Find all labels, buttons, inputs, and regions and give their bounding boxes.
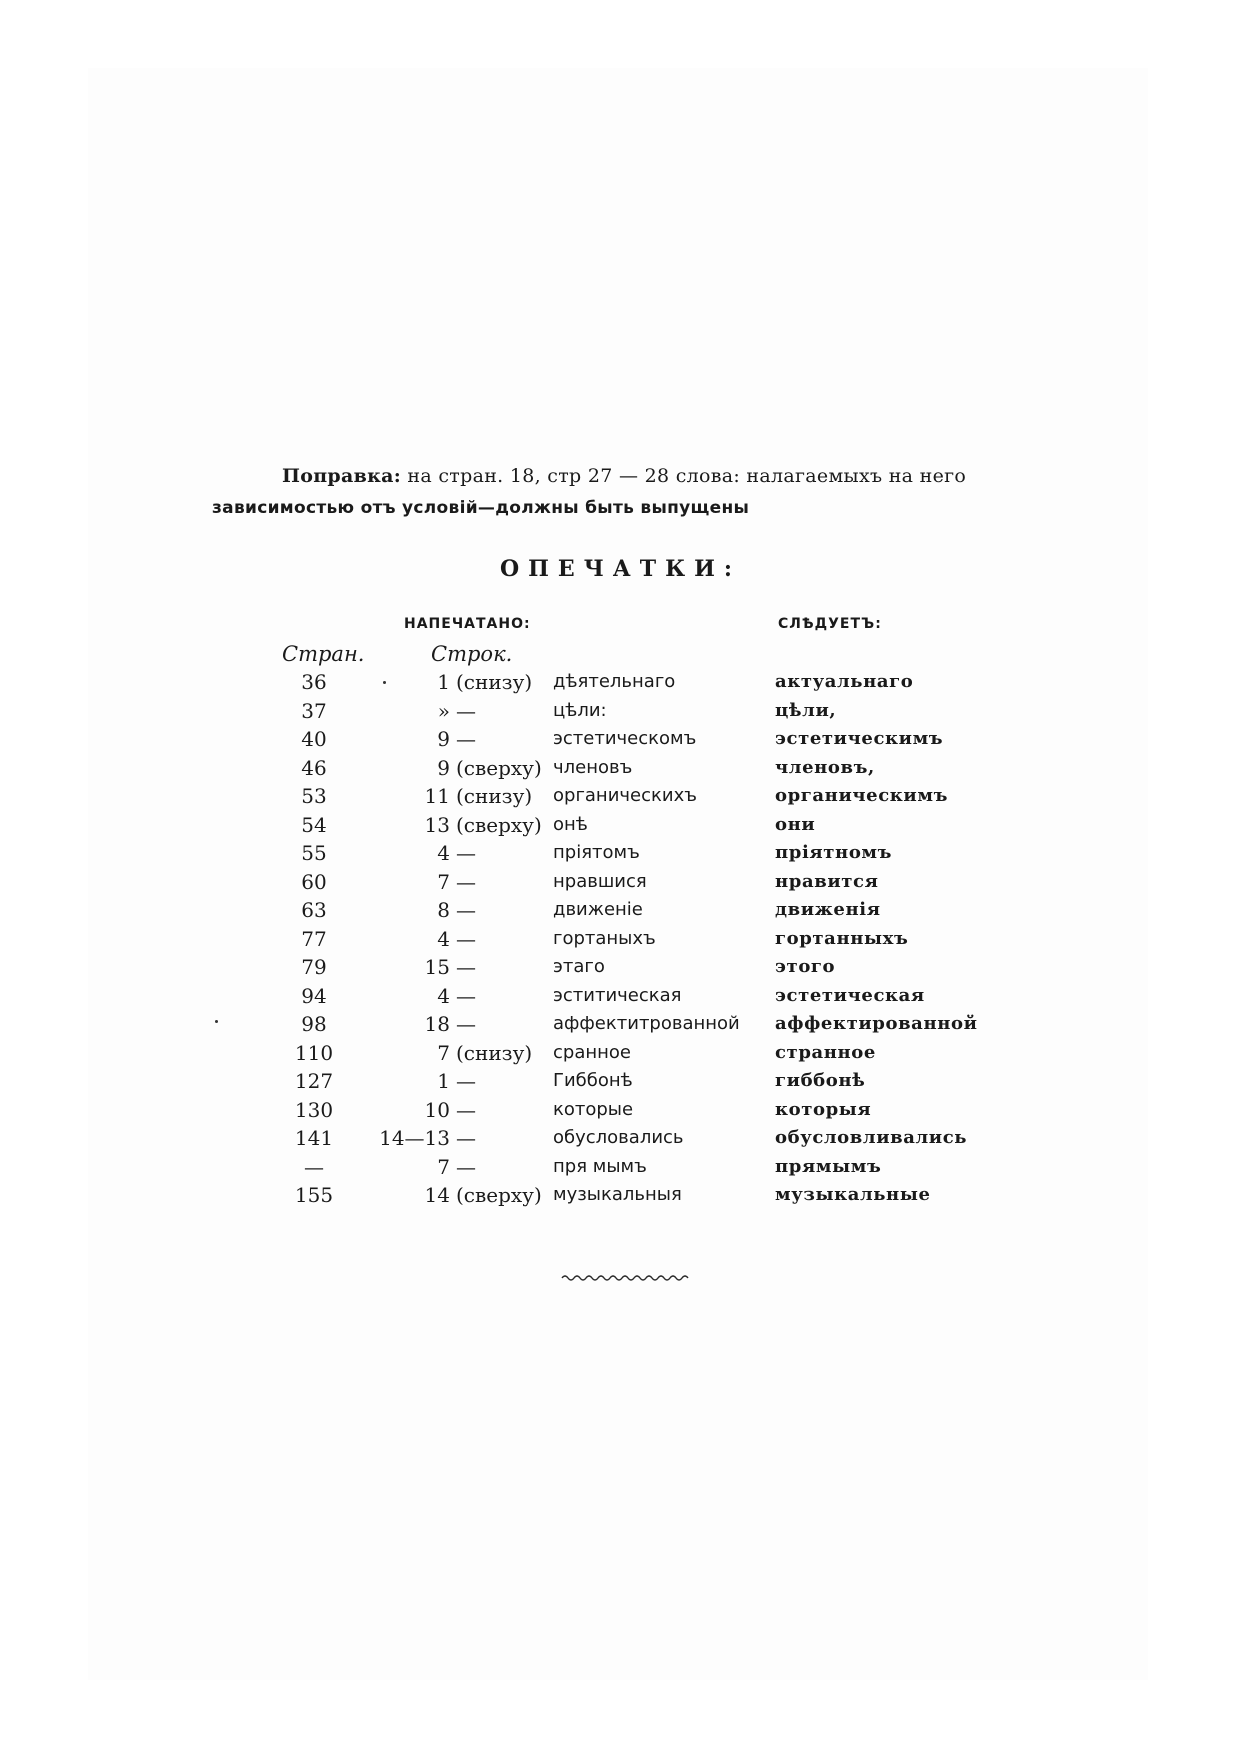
errata-page-number: 98 (301, 1012, 327, 1036)
errata-position-note: — (456, 983, 476, 1008)
errata-title: ОПЕЧАТКИ: (499, 556, 741, 582)
errata-page-number: 63 (301, 898, 327, 922)
errata-position-note: — (456, 1069, 476, 1093)
errata-row (0, 1181, 1241, 1210)
errata-correct-word: актуальнаго (775, 671, 914, 692)
errata-line-number: 9 (437, 755, 450, 780)
errata-row (0, 668, 1241, 697)
errata-line-number: 7 (437, 1154, 450, 1179)
errata-position-note: (сверху) (456, 1183, 542, 1207)
errata-row (0, 1096, 1241, 1125)
errata-correct-word: они (775, 813, 816, 835)
should-header: СЛѢДУЕТЪ: (778, 616, 882, 632)
errata-position-note: — (456, 869, 476, 894)
errata-position-note: — (456, 926, 476, 951)
errata-page-number: 46 (301, 755, 327, 780)
errata-printed-word: пря мымъ (553, 1155, 647, 1177)
errata-printed-word: обусловались (553, 1127, 684, 1148)
correction-line-2: зависимостью отъ условій—должны быть выпущены (212, 498, 750, 518)
errata-printed-word: пріятомъ (553, 842, 640, 863)
errata-row (0, 1124, 1241, 1153)
errata-position-note: — (456, 1097, 476, 1122)
errata-correct-word: движенія (775, 899, 881, 920)
correction-lead: Поправка: (282, 465, 402, 487)
errata-printed-word: аффектитрованной (553, 1013, 740, 1034)
errata-position-note: — (456, 898, 476, 922)
errata-position-note: — (456, 841, 476, 865)
errata-position-note: — (456, 727, 476, 751)
page-column-header: Стран. (282, 642, 365, 666)
errata-printed-word: сранное (553, 1041, 631, 1063)
errata-printed-word: музыкальныя (553, 1184, 682, 1205)
errata-page-number: 127 (294, 1069, 334, 1093)
errata-page-number: 54 (301, 812, 327, 837)
errata-line-number: 4 (437, 926, 450, 951)
errata-printed-word: нравшися (553, 870, 647, 892)
wavy-rule-ornament (560, 1272, 690, 1284)
errata-line-number: 14—13 (379, 1126, 450, 1150)
errata-position-note: — (456, 1154, 476, 1179)
errata-correct-word: эстетическая (775, 984, 925, 1006)
errata-line-number: 15 (424, 955, 450, 979)
errata-row (0, 839, 1241, 868)
errata-page-number: — (304, 1154, 324, 1179)
errata-row (0, 1067, 1241, 1096)
errata-row (0, 953, 1241, 982)
errata-row (0, 1039, 1241, 1068)
errata-row (0, 725, 1241, 754)
errata-page-number: 55 (301, 841, 327, 865)
errata-table (0, 668, 1241, 1210)
correction-line-1 (212, 460, 1032, 492)
errata-printed-word: дѣятельнаго (553, 671, 676, 692)
errata-position-note: (сверху) (456, 755, 542, 780)
errata-position-note: (снизу) (456, 784, 533, 808)
errata-line-number: 7 (437, 1040, 450, 1065)
errata-page-number: 37 (301, 698, 327, 723)
errata-printed-word: органическихъ (553, 785, 697, 806)
errata-page-number: 94 (301, 983, 327, 1008)
errata-row (0, 697, 1241, 726)
errata-page-number: 130 (294, 1097, 334, 1122)
ink-speck (215, 1020, 218, 1023)
errata-page-number: 110 (294, 1040, 334, 1065)
errata-correct-word: этого (775, 956, 836, 977)
errata-correct-word: аффектированной (775, 1013, 978, 1034)
errata-line-number: 10 (424, 1097, 450, 1122)
errata-line-number: 1 (437, 1069, 450, 1093)
errata-line-number: 14 (424, 1183, 450, 1207)
printed-header: НАПЕЧАТАНО: (404, 616, 531, 632)
errata-correct-word: музыкальные (775, 1184, 931, 1205)
errata-line-number: 18 (424, 1012, 450, 1036)
errata-row (0, 811, 1241, 840)
errata-row (0, 782, 1241, 811)
errata-printed-word: гортаныхъ (553, 927, 656, 949)
errata-position-note: (снизу) (456, 670, 533, 694)
errata-correct-word: пріятномъ (775, 842, 893, 863)
errata-correct-word: эстетическимъ (775, 728, 944, 749)
errata-correct-word: органическимъ (775, 785, 948, 806)
errata-correct-word: членовъ, (775, 756, 875, 778)
errata-position-note: — (456, 698, 476, 723)
errata-printed-word: эстетическомъ (553, 728, 697, 749)
errata-printed-word: Гиббонѣ (553, 1070, 633, 1091)
errata-printed-word: членовъ (553, 756, 633, 778)
errata-line-number: 8 (437, 898, 450, 922)
errata-line-number: 13 (424, 812, 450, 837)
errata-printed-word: движеніе (553, 899, 643, 920)
errata-position-note: (сверху) (456, 812, 542, 837)
errata-line-number: 4 (437, 841, 450, 865)
errata-position-note: — (456, 1126, 476, 1150)
errata-printed-word: эститическая (553, 984, 682, 1006)
errata-position-note: — (456, 955, 476, 979)
errata-correct-word: нравится (775, 870, 879, 892)
errata-line-number: 11 (424, 784, 450, 808)
errata-page-number: 141 (294, 1126, 334, 1150)
errata-row (0, 1153, 1241, 1182)
correction-note (212, 460, 1032, 524)
errata-page-number: 40 (301, 727, 327, 751)
errata-printed-word: которые (553, 1098, 634, 1120)
errata-page-number: 60 (301, 869, 327, 894)
errata-printed-word: этаго (553, 956, 605, 977)
errata-row (0, 754, 1241, 783)
errata-page-number: 155 (294, 1183, 334, 1207)
errata-row (0, 982, 1241, 1011)
errata-position-note: — (456, 1012, 476, 1036)
line-column-header: Строк. (431, 642, 513, 666)
errata-printed-word: цѣли: (553, 699, 607, 721)
errata-line-number: 4 (437, 983, 450, 1008)
errata-correct-word: гиббонѣ (775, 1070, 866, 1091)
errata-row (0, 868, 1241, 897)
errata-correct-word: странное (775, 1041, 876, 1063)
errata-row (0, 896, 1241, 925)
errata-line-number: 9 (437, 727, 450, 751)
errata-page-number: 36 (301, 670, 327, 694)
errata-line-number: 7 (437, 869, 450, 894)
errata-position-note: (снизу) (456, 1040, 533, 1065)
errata-correct-word: обусловливались (775, 1127, 968, 1148)
errata-page-number: 79 (301, 955, 327, 979)
errata-correct-word: гортанныхъ (775, 927, 909, 949)
errata-correct-word: прямымъ (775, 1155, 882, 1177)
ink-speck (383, 681, 386, 684)
errata-page-number: 53 (301, 784, 327, 808)
errata-printed-word: онѣ (553, 813, 588, 835)
errata-line-number: 1 (437, 670, 450, 694)
errata-line-number: » (437, 698, 450, 723)
correction-text: на стран. 18, стр 27 — 28 слова: налагаемыхъ на него (407, 465, 967, 487)
errata-correct-word: цѣли, (775, 699, 837, 721)
errata-row (0, 925, 1241, 954)
errata-correct-word: которыя (775, 1098, 872, 1120)
errata-page-number: 77 (301, 926, 327, 951)
errata-row (0, 1010, 1241, 1039)
